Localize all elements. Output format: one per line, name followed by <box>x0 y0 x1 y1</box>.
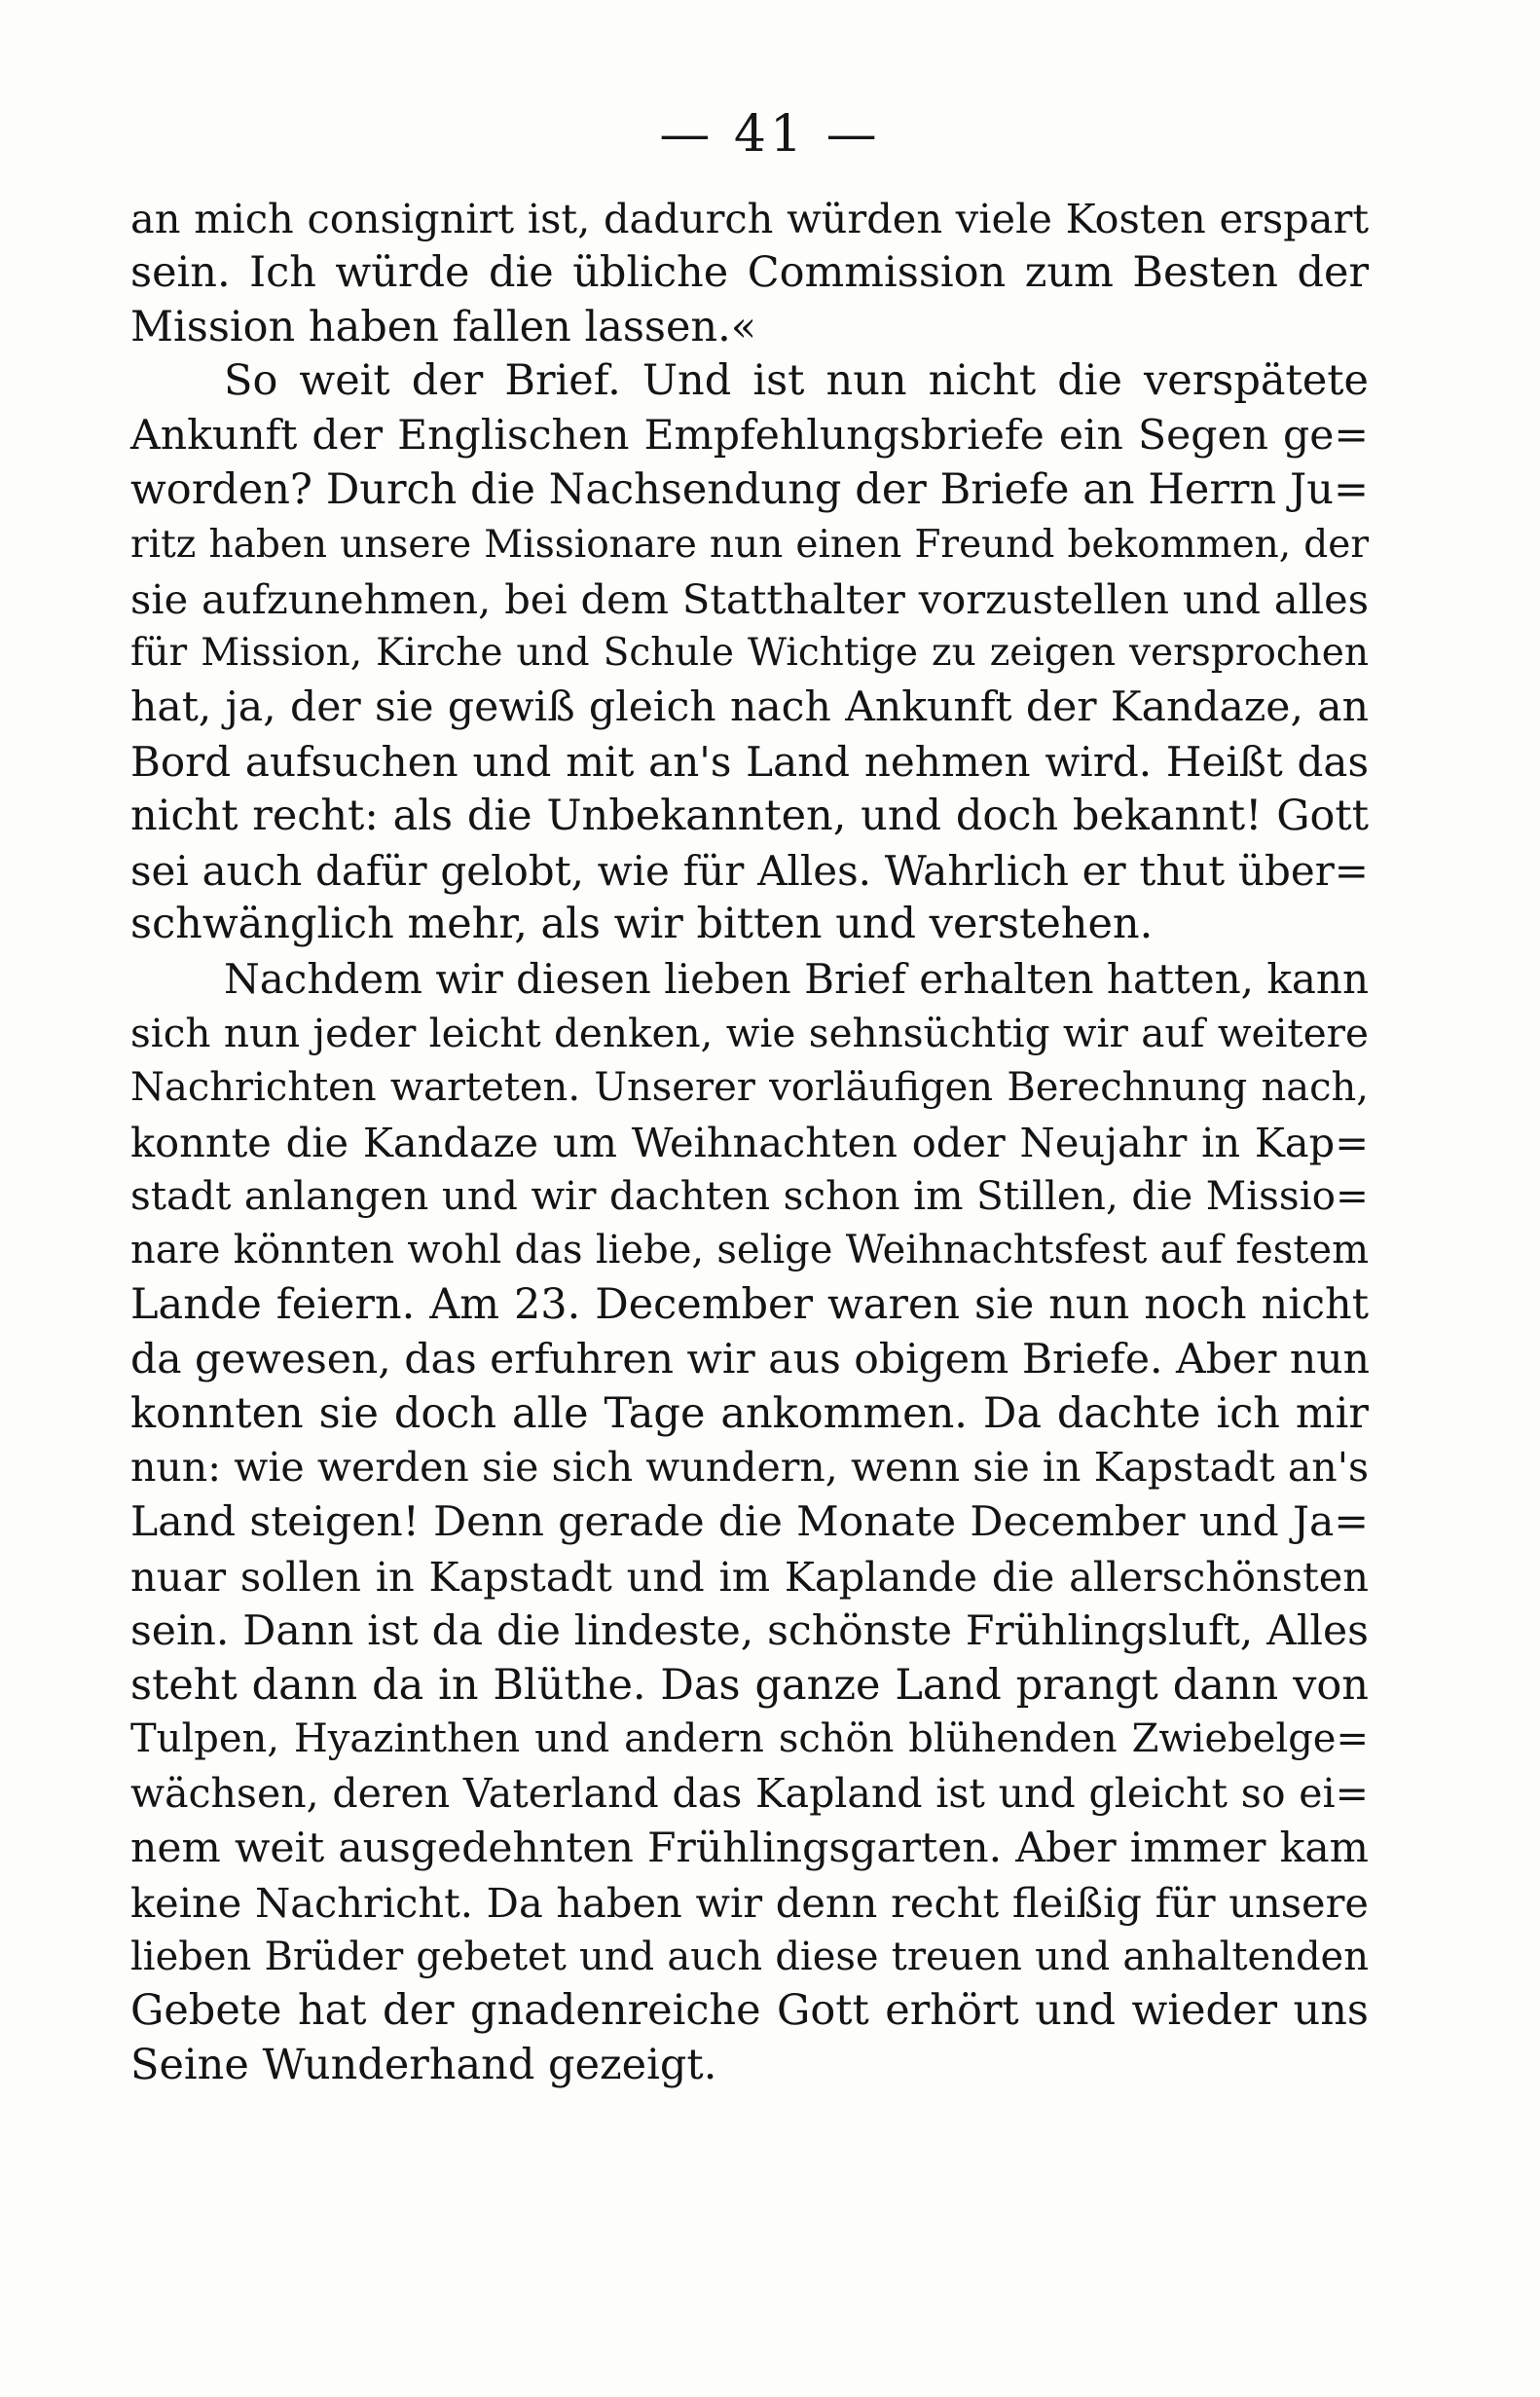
text-line: nare könnten wohl das liebe, selige Weihnachtsfest auf festem <box>130 1228 1369 1273</box>
text-line: für Mission, Kirche und Schule Wichtige zu zeigen versprochen <box>130 631 1369 676</box>
text-line: ritz haben unsere Missionare nun einen Freund bekommen, der <box>130 522 1369 567</box>
text-line: stadt anlangen und wir dachten schon im Stillen, die Missio= <box>130 1172 1369 1220</box>
text-line: Land steigen! Denn gerade die Monate December und Ja= <box>130 1498 1369 1547</box>
text-line: nun: wie werden sie sich wundern, wenn sie in Kapstadt an's <box>130 1444 1369 1492</box>
text-line: sei auch dafür gelobt, wie für Alles. Wahrlich er thut über= <box>130 846 1369 895</box>
text-line: hat, ja, der sie gewiß gleich nach Ankunft der Kandaze, an <box>130 683 1369 732</box>
text-line: nem weit ausgedehnten Frühlingsgarten. Aber immer kam <box>130 1824 1369 1872</box>
text-line: Lande feiern. Am 23. December waren sie nun noch nicht <box>130 1279 1369 1329</box>
text-line: Nachrichten warteten. Unserer vorläufigen Berechnung nach, <box>130 1064 1369 1110</box>
text-line: lieben Brüder gebetet und auch diese treuen und anhaltenden <box>130 1934 1369 1979</box>
text-line: nicht recht: als die Unbekannten, und doch bekannt! Gott <box>130 791 1369 840</box>
text-line: sie aufzunehmen, bei dem Statthalter vorzustellen und alles <box>130 574 1369 623</box>
text-line: Bord aufsuchen und mit an's Land nehmen wird. Heißt das <box>130 737 1369 786</box>
text-line: Seine Wunderhand gezeigt. <box>130 2041 717 2090</box>
text-line: da gewesen, das erfuhren wir aus obigem Briefe. Aber nun <box>130 1335 1371 1383</box>
text-line: wächsen, deren Vaterland das Kapland ist und gleicht so ei= <box>130 1770 1369 1818</box>
text-line: nuar sollen in Kapstadt und im Kaplande die allerschönsten <box>130 1552 1369 1601</box>
text-line: sein. Dann ist da die lindeste, schönste Frühlingsluft, Alles <box>130 1606 1369 1655</box>
text-line: Tulpen, Hyazinthen und andern schön blühenden Zwiebelge= <box>130 1716 1369 1762</box>
text-line: steht dann da in Blüthe. Das ganze Land prangt dann von <box>130 1660 1369 1710</box>
text-line: konnte die Kandaze um Weihnachten oder Neujahr in Kap= <box>130 1118 1369 1166</box>
text-line: Ankunft der Englischen Empfehlungsbriefe ein Segen ge= <box>130 412 1369 461</box>
text-line: keine Nachricht. Da haben wir denn recht fleißig für unsere <box>130 1878 1369 1927</box>
text-line: schwänglich mehr, als wir bitten und verstehen. <box>130 900 1154 949</box>
text-line: sich nun jeder leicht denken, wie sehnsüchtig wir auf weitere <box>130 1009 1369 1056</box>
text-line: sein. Ich würde die übliche Commission zum Besten der <box>130 247 1369 297</box>
text-line: konnten sie doch alle Tage ankommen. Da dachte ich mir <box>130 1388 1369 1438</box>
text-line: Mission haben fallen lassen.« <box>130 302 757 351</box>
body-text <box>130 192 1369 2093</box>
text-line: Gebete hat der gnadenreiche Gott erhört und wieder uns <box>130 1986 1369 2036</box>
page-number: — 41 — <box>659 105 881 164</box>
text-line: Nachdem wir diesen lieben Brief erhalten hatten, kann <box>224 955 1369 1004</box>
text-line: worden? Durch die Nachsendung der Briefe an Herrn Ju= <box>130 464 1369 514</box>
text-line: So weit der Brief. Und ist nun nicht die verspätete <box>224 356 1369 406</box>
text-line: an mich consignirt ist, dadurch würden viele Kosten erspart <box>130 195 1369 242</box>
